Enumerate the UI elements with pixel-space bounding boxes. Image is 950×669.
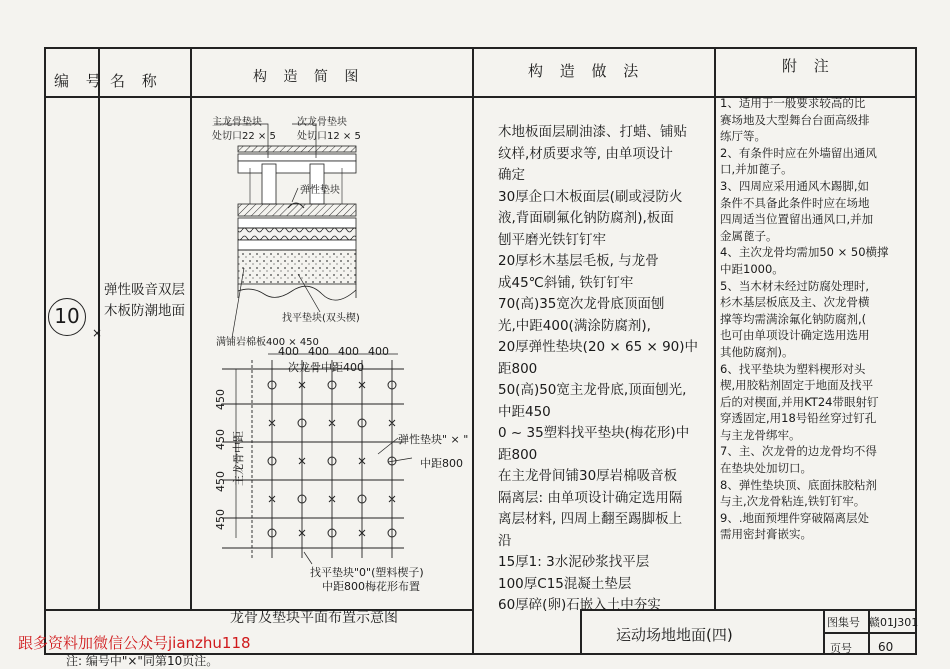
label-spacing-800: 中距800 bbox=[420, 457, 463, 470]
header-number: 编 号 bbox=[54, 72, 107, 90]
label-level-0: 找平垫块"0"(塑料楔子) bbox=[310, 566, 424, 579]
method-line: 纹样,材质要求等, 由单项设计 bbox=[498, 145, 673, 162]
item-name: 弹性吸音双层木板防潮地面 bbox=[104, 282, 185, 319]
plan-grid bbox=[222, 354, 404, 558]
label-main-cut: 处切口22 × 5 bbox=[212, 131, 276, 142]
note-line: 后的对楔面,并用KT24带眼射钉 bbox=[720, 394, 879, 409]
label-sub-spacing: 次龙骨中距400 bbox=[288, 361, 364, 374]
method-line: 70(高)35宽次龙骨底顶面刨 bbox=[498, 296, 665, 312]
note-line: 5、当木材未经过防腐处理时, bbox=[720, 278, 869, 293]
dim-top-2: 400 bbox=[308, 345, 329, 358]
header-name: 名 称 bbox=[110, 72, 163, 90]
item-number-mark: × bbox=[92, 326, 103, 340]
note-line: 赛场地及大型舞台台面高级排 bbox=[720, 112, 870, 127]
note-line: 撑等均需满涂氟化钠防腐剂,( bbox=[720, 311, 867, 326]
note-line: 楔,用胶粘剂固定于地面及找平 bbox=[720, 378, 874, 393]
note-line: 也可由单项设计确定选用选用 bbox=[720, 328, 870, 343]
method-line: 离层材料, 四周上翻至踢脚板上 bbox=[498, 511, 683, 527]
dim-left-4: 450 bbox=[214, 509, 227, 530]
sketch-caption: 龙骨及垫块平面布置示意图 bbox=[230, 610, 398, 626]
notes-text bbox=[720, 95, 916, 543]
method-line: 木地板面层刷油漆、打蜡、铺贴 bbox=[498, 124, 687, 140]
page-label: 页号 bbox=[830, 642, 852, 655]
item-number-circle: 10 bbox=[48, 298, 86, 336]
note-line: 四周适当位置留出通风口,并加 bbox=[720, 212, 874, 227]
note-line: 与主,次龙骨粘连,铁钉钉牢。 bbox=[720, 494, 866, 509]
method-line: 隔离层: 由单项设计确定选用隔 bbox=[498, 489, 683, 506]
col-divider-3 bbox=[472, 47, 474, 655]
floor-layers bbox=[238, 146, 356, 300]
note-line: 9、.地面预埋件穿破隔离层处 bbox=[720, 510, 869, 525]
method-line: 20厚杉木基层毛板, 与龙骨 bbox=[498, 253, 659, 269]
method-line: 20厚弹性垫块(20 × 65 × 90)中 bbox=[498, 339, 699, 355]
label-elastic-x: 弹性垫块" × " bbox=[398, 433, 469, 446]
method-line: 100厚C15混凝土垫层 bbox=[498, 575, 632, 592]
titleblock-row bbox=[823, 632, 917, 634]
header-sketch: 构 造 简 图 bbox=[253, 69, 365, 85]
method-line: 液,背面刷氟化钠防腐剂),板面 bbox=[498, 210, 674, 226]
method-line: 60厚碎(卵)石嵌入土中夯实 bbox=[498, 597, 661, 613]
note-line: 与主龙骨绑牢。 bbox=[720, 427, 801, 442]
note-line: 杉木基层板底及主、次龙骨横 bbox=[720, 295, 870, 310]
note-line: 2、有条件时应在外墙留出通风 bbox=[720, 145, 877, 160]
label-elastic-pad: 弹性垫块 bbox=[300, 185, 340, 196]
note-line: 6、找平垫块为塑料楔形对头 bbox=[720, 361, 866, 376]
note-line: 练厅等。 bbox=[720, 129, 766, 144]
label-rockwool: 满铺岩棉板400 × 450 bbox=[216, 337, 319, 348]
note-line: 金属蓖子。 bbox=[720, 228, 778, 243]
note-line: 口,并加蓖子。 bbox=[720, 162, 793, 177]
section-sketch bbox=[192, 98, 472, 610]
note-line: 7、主、次龙骨的边龙骨均不得 bbox=[720, 444, 877, 459]
label-main-spacing: 主龙骨中距 bbox=[232, 431, 245, 486]
dim-top-4: 400 bbox=[368, 345, 389, 358]
drawing-title: 运动场地地面(四) bbox=[616, 626, 733, 644]
label-main-pad: 主龙骨垫块 bbox=[212, 117, 262, 128]
method-line: 光,中距400(满涂防腐剂), bbox=[498, 317, 651, 334]
method-line: 在主龙骨间铺30厚岩棉吸音板 bbox=[498, 468, 678, 484]
watermark: 跟多资料加微信公众号jianzhu118 bbox=[18, 634, 251, 652]
col-divider-4 bbox=[714, 47, 716, 610]
note-line: 8、弹性垫块顶、底面抹胶粘剂 bbox=[720, 477, 877, 492]
note-line: 需用密封膏嵌实。 bbox=[720, 527, 812, 542]
method-line: 距800 bbox=[498, 360, 538, 377]
footnote: 注: 编号中"×"同第10页注。 bbox=[66, 654, 219, 668]
note-line: 4、主次龙骨均需加50 × 50横撑 bbox=[720, 245, 889, 260]
label-sub-pad: 次龙骨垫块 bbox=[297, 117, 347, 128]
note-line: 条件不具备此条件时应在场地 bbox=[720, 195, 870, 210]
method-line: 0 ~ 35塑料找平垫块(梅花形)中 bbox=[498, 425, 690, 441]
note-line: 3、四周应采用通风木踢脚,如 bbox=[720, 178, 869, 193]
method-line: 30厚企口木板面层(刷或浸防火 bbox=[498, 188, 683, 205]
method-text bbox=[498, 122, 712, 617]
atlas-label: 图集号 bbox=[827, 616, 860, 629]
page-number: 60 bbox=[878, 640, 894, 654]
note-line: 穿透固定,用18号铅丝穿过钉孔 bbox=[720, 411, 877, 426]
dim-left-2: 450 bbox=[214, 429, 227, 450]
dim-left-3: 450 bbox=[214, 471, 227, 492]
method-line: 确定 bbox=[498, 167, 525, 183]
note-line: 中距1000。 bbox=[720, 261, 784, 276]
label-sub-cut: 处切口12 × 5 bbox=[297, 131, 361, 142]
note-line: 1、适用于一般要求较高的比 bbox=[720, 96, 866, 110]
method-line: 成45℃斜铺, 铁钉钉牢 bbox=[498, 274, 634, 291]
method-line: 15厚1: 3水泥砂浆找平层 bbox=[498, 554, 650, 570]
method-line: 50(高)50宽主龙骨底,顶面刨光, bbox=[498, 382, 687, 398]
method-line: 距800 bbox=[498, 446, 538, 463]
dim-top-1: 400 bbox=[278, 345, 299, 358]
note-line: 在垫块处加切口。 bbox=[720, 461, 812, 476]
dim-top-3: 400 bbox=[338, 345, 359, 358]
method-line: 刨平磨光铁钉钉牢 bbox=[498, 231, 606, 248]
method-line: 中距450 bbox=[498, 403, 551, 420]
label-level-pad: 找平垫块(双头楔) bbox=[282, 313, 360, 324]
header-method: 构 造 做 法 bbox=[528, 62, 645, 80]
note-line: 其他防腐剂)。 bbox=[720, 344, 794, 359]
method-line: 沿 bbox=[498, 532, 512, 549]
dim-left-1: 450 bbox=[214, 389, 227, 410]
label-plum-layout: 中距800梅花形布置 bbox=[322, 580, 420, 593]
atlas-number: 赣01J301 bbox=[869, 616, 919, 629]
header-note: 附 注 bbox=[782, 57, 835, 75]
